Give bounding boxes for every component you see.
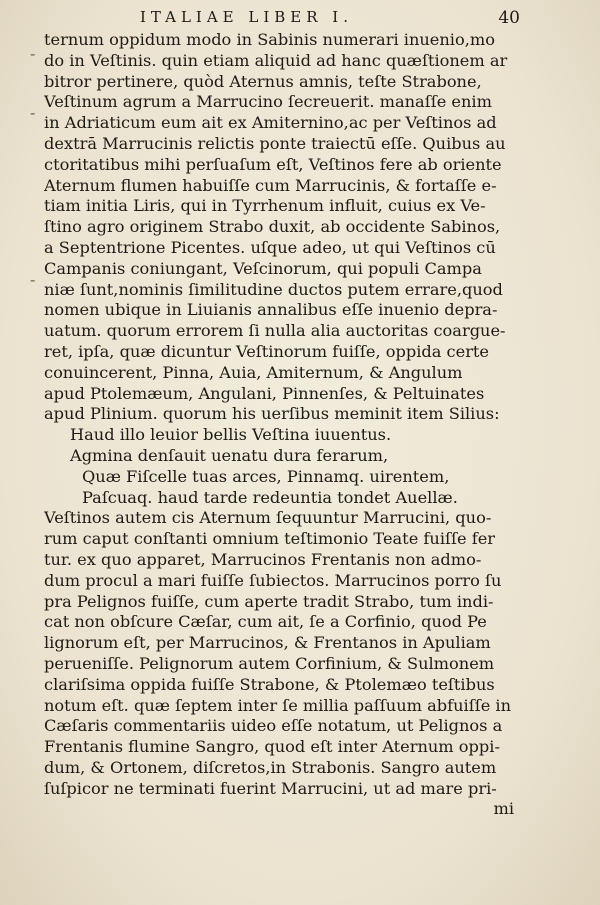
text-line: dextrā Marrucinis relictis ponte traiectū eſſe. Quibus au	[44, 133, 506, 153]
text-line: pra Pelignos fuiſſe, cum aperte tradit Strabo, tum indi-	[44, 591, 494, 611]
text-line: ctoritatibus mihi perſuaſum eſt, Veſtinos fere ab oriente	[44, 154, 502, 174]
text-line: ternum oppidum modo in Sabinis numerari inuenio,mo	[44, 30, 495, 49]
running-title: ITALIAE LIBER I.	[140, 8, 353, 26]
margin-mark: -	[30, 270, 36, 289]
text-line: apud Plinium. quorum his uerſibus meminit item Silius:	[44, 404, 500, 424]
text-line: cat non obſcure Cæſar, cum ait, ſe a Corfinio, quod Pe	[44, 612, 487, 632]
text-line: tur. ex quo apparet, Marrucinos Frentanis non admo-	[44, 549, 482, 569]
margin-mark: -	[30, 44, 36, 63]
text-line: do in Veſtinis. quin etiam aliquid ad hanc quæſtionem ar	[44, 50, 508, 70]
text-line: dum, & Ortonem, diſcretos,in Strabonis. Sangro autem	[44, 757, 497, 777]
text-line: bitror pertinere, quòd Aternus amnis, teſte Strabone,	[44, 71, 482, 91]
text-line: tiam initia Liris, qui in Tyrrhenum influit, cuius ex Ve-	[44, 196, 486, 216]
text-line: Veſtinum agrum a Marrucino ſecreuerit. manaſſe enim	[44, 92, 492, 112]
text-line: ret, ipſa, quæ dicuntur Veſtinorum fuiſſe, oppida certe	[44, 341, 490, 361]
text-line: rum caput conſtanti omnium teſtimonio Teate fuiſſe fer	[44, 529, 496, 549]
text-line: lignorum eſt, per Marrucinos, & Frentanos in Apuliam	[44, 633, 491, 653]
text-line: perueniſſe. Pelignorum autem Corfinium, & Sulmonem	[44, 653, 495, 673]
catchword: mi	[493, 799, 514, 819]
text-line: Aternum flumen habuiſſe cum Marrucinis, & fortaſſe e-	[44, 175, 497, 195]
text-line: niæ ſunt,nominis ſimilitudine ductos putem errare,quod	[44, 279, 503, 299]
text-line: ſuſpicor ne terminati fuerint Marrucini, ut ad mare pri-	[44, 778, 497, 798]
page-number: 40	[498, 8, 520, 28]
text-line: Campanis coniungant, Veſcinorum, qui populi Campa	[44, 258, 482, 278]
text-line: conuincerent, Pinna, Auia, Amiternum, & Angulum	[44, 362, 463, 382]
verse-line: Paſcuaq. haud tarde redeuntia tondet Auellæ.	[82, 487, 458, 507]
verse-line: Quæ Fiſcelle tuas arces, Pinnamq. uirentem,	[82, 466, 450, 486]
verse-line: Agmina denſauit uenatu dura ferarum,	[70, 445, 389, 465]
text-line: ſtino agro originem Strabo duxit, ab occidente Sabinos,	[44, 217, 501, 237]
text-line: notum eſt. quæ ſeptem inter ſe millia paſſuum abfuiſſe in	[44, 695, 512, 715]
text-line: nomen ubique in Liuianis annalibus eſſe inuenio depra-	[44, 300, 498, 320]
text-line: Frentanis flumine Sangro, quod eſt inter Aternum oppi-	[44, 737, 500, 757]
text-line: a Septentrione Picentes. uſque adeo, ut qui Veſtinos cū	[44, 237, 496, 257]
text-line: uatum. quorum errorem ſi nulla alia auctoritas coargue-	[44, 321, 506, 341]
running-head	[140, 8, 520, 28]
text-line: clariſsima oppida fuiſſe Strabone, & Ptolemæo teſtibus	[44, 674, 495, 694]
margin-mark: -	[30, 103, 36, 122]
main-text	[44, 30, 516, 820]
verse-line: Haud illo leuior bellis Veſtina iuuentus.	[70, 425, 392, 445]
text-line: dum procul a mari fuiſſe ſubiectos. Marrucinos porro ſu	[44, 570, 502, 590]
text-line: Cæſaris commentariis uideo eſſe notatum, ut Pelignos a	[44, 716, 503, 736]
text-line: in Adriaticum eum ait ex Amiternino,ac per Veſtinos ad	[44, 113, 497, 133]
text-line: Veſtinos autem cis Aternum ſequuntur Marrucini, quo-	[44, 508, 492, 528]
text-line: apud Ptolemæum, Angulani, Pinnenſes, & Peltuinates	[44, 383, 485, 403]
